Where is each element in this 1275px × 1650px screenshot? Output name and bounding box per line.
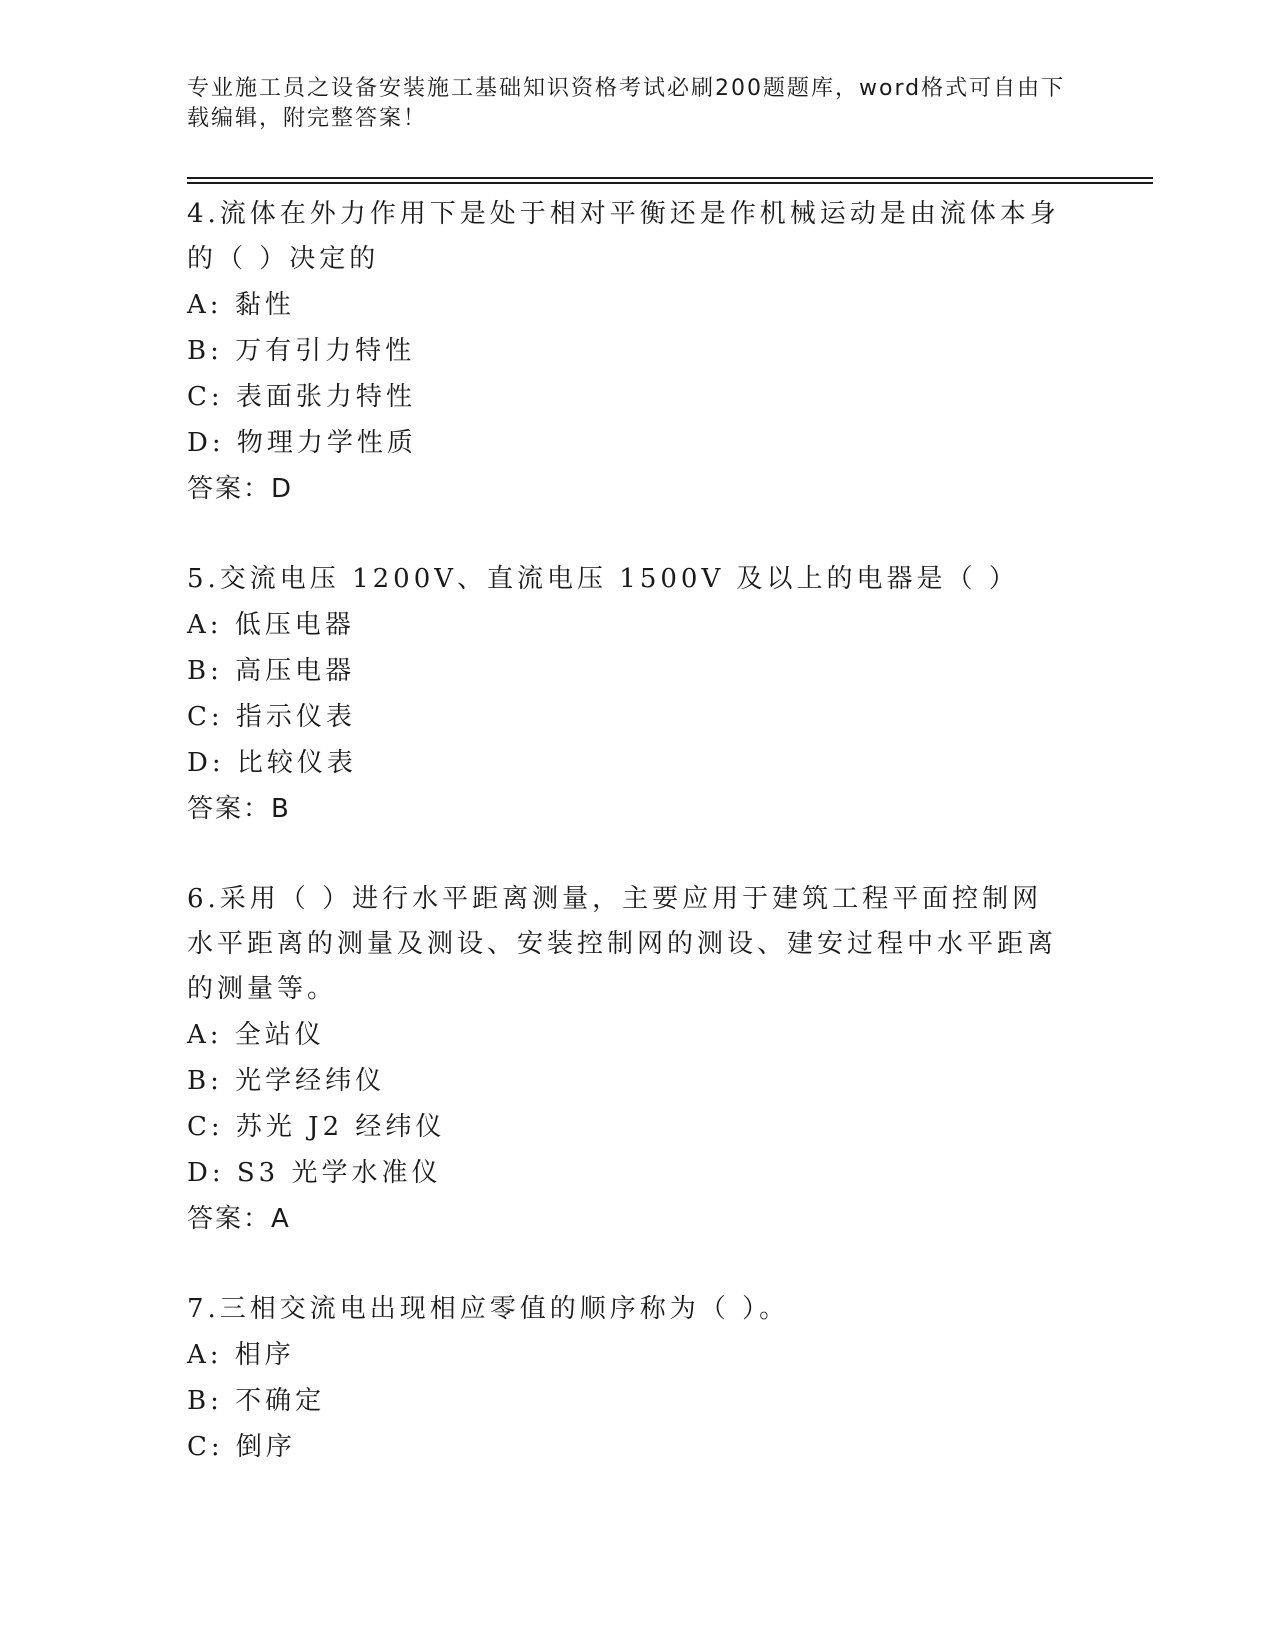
answer: 答案：D [187, 474, 294, 504]
option-b: B: 不确定 [187, 1386, 326, 1416]
question-list [187, 192, 1067, 1515]
option-c: C: 表面张力特性 [187, 382, 416, 412]
question-4 [187, 192, 1067, 512]
option-a: A: 相序 [187, 1340, 295, 1370]
option-d: D: 物理力学性质 [187, 428, 417, 458]
question-5 [187, 557, 1067, 832]
option-c: C: 指示仪表 [187, 702, 356, 732]
option-b: B: 光学经纬仪 [187, 1066, 386, 1096]
answer: 答案：B [187, 794, 291, 824]
header-divider-bottom [187, 182, 1153, 184]
answer: 答案：A [187, 1204, 291, 1234]
question-stem: 5.交流电压 1200V、直流电压 1500V 及以上的电器是（ ） [187, 564, 1019, 594]
option-d: D: S3 光学水准仪 [187, 1158, 442, 1188]
option-b: B: 万有引力特性 [187, 336, 416, 366]
question-stem: 7.三相交流电出现相应零值的顺序称为（ ）。 [187, 1294, 790, 1324]
option-c: C: 苏光 J2 经纬仪 [187, 1112, 446, 1142]
option-c: C: 倒序 [187, 1432, 296, 1462]
header-text: 专业施工员之设备安装施工基础知识资格考试必刷200题题库，word格式可自由下载编辑，附完整答案！ [187, 76, 1066, 131]
question-7 [187, 1287, 1067, 1470]
option-d: D: 比较仪表 [187, 748, 357, 778]
option-a: A: 低压电器 [187, 610, 355, 640]
page-header [187, 74, 1067, 134]
question-stem: 4.流体在外力作用下是处于相对平衡还是作机械运动是由流体本身的（ ）决定的 [187, 199, 1060, 274]
question-6 [187, 877, 1067, 1242]
question-stem: 6.采用（ ）进行水平距离测量，主要应用于建筑工程平面控制网水平距离的测量及测设、安装控制网的测设、建安过程中水平距离的测量等。 [187, 884, 1058, 1004]
option-a: A: 全站仪 [187, 1020, 325, 1050]
header-divider-top [187, 177, 1153, 179]
option-a: A: 黏性 [187, 290, 295, 320]
option-b: B: 高压电器 [187, 656, 356, 686]
